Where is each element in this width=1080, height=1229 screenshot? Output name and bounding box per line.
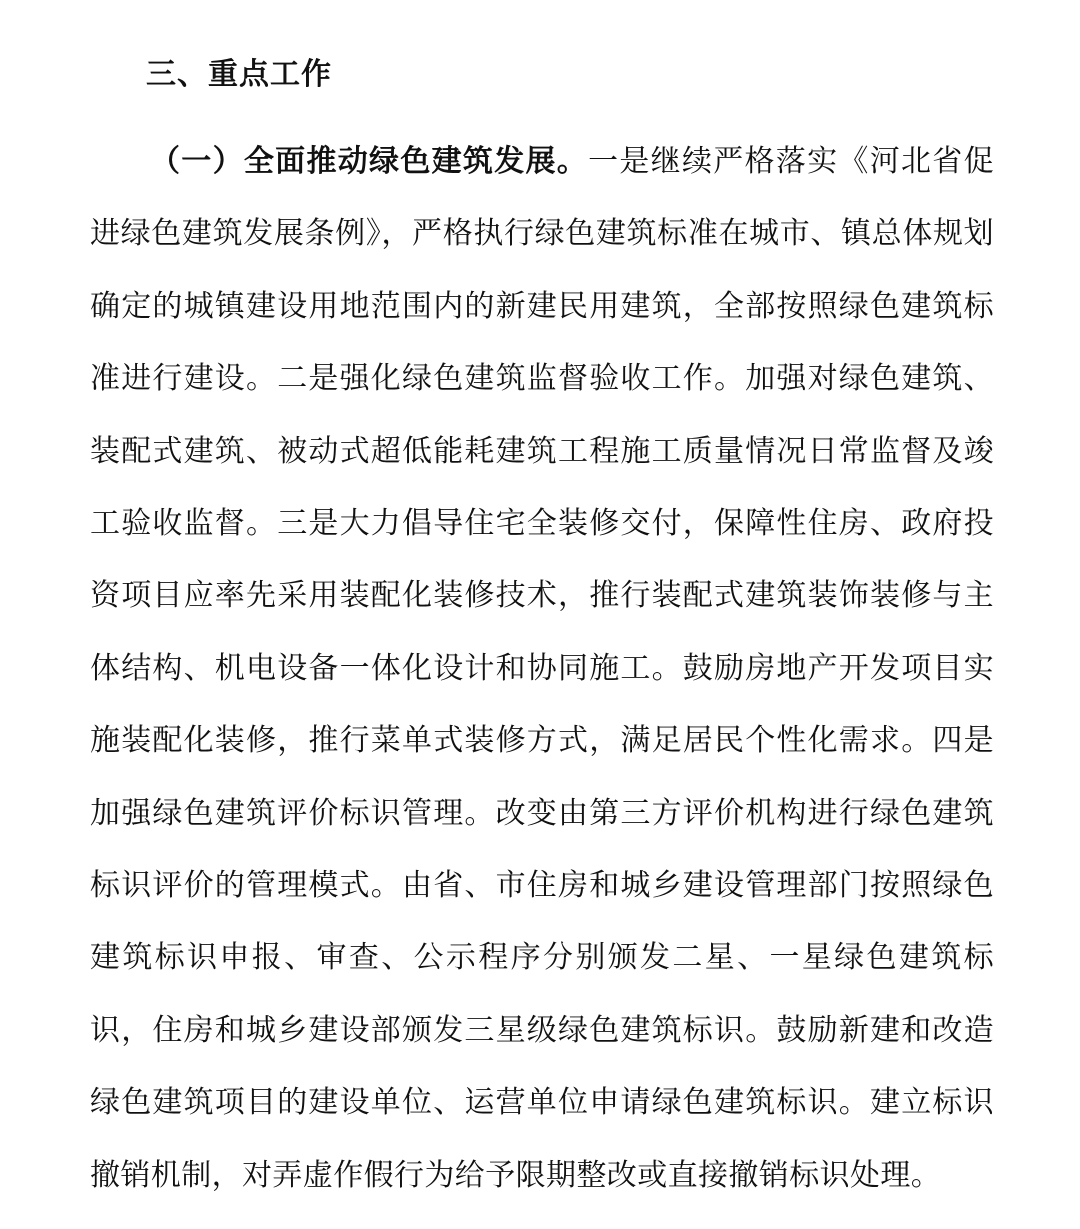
subsection-heading: （一）全面推动绿色建筑发展。 — [150, 144, 589, 179]
body-paragraph — [90, 126, 994, 1212]
section-heading: 三、重点工作 — [146, 57, 332, 92]
paragraph-text: 一是继续严格落实《河北省促进绿色建筑发展条例》，严格执行绿色建筑标准在城市、镇总体规划确定的城镇建设用地范围内的新建民用建筑，全部按照绿色建筑标准进行建设。二是强化绿色建筑监督验收工作。加强对绿色建筑、装配式建筑、被动式超低能耗建筑工程施工质量情况日常监督及竣工验收监督。三是大力倡导住宅全装修交付，保障性住房、政府投资项目应率先采用装配化装修技术，推行装配式建筑装饰装修与主体结构、机电设备一体化设计和协同施工。鼓励房地产开发项目实施装配化装修，推行菜单式装修方式，满足居民个性化需求。四是加强绿色建筑评价标识管理。改变由第三方评价机构进行绿色建筑标识评价的管理模式。由省、市住房和城乡建设管理部门按照绿色建筑标识申报、审查、公示程序分别颁发二星、一星绿色建筑标识，住房和城乡建设部颁发三星级绿色建筑标识。鼓励新建和改造绿色建筑项目的建设单位、运营单位申请绿色建筑标识。建立标识撤销机制，对弄虚作假行为给予限期整改或直接撤销标识处理。 — [90, 144, 994, 1193]
